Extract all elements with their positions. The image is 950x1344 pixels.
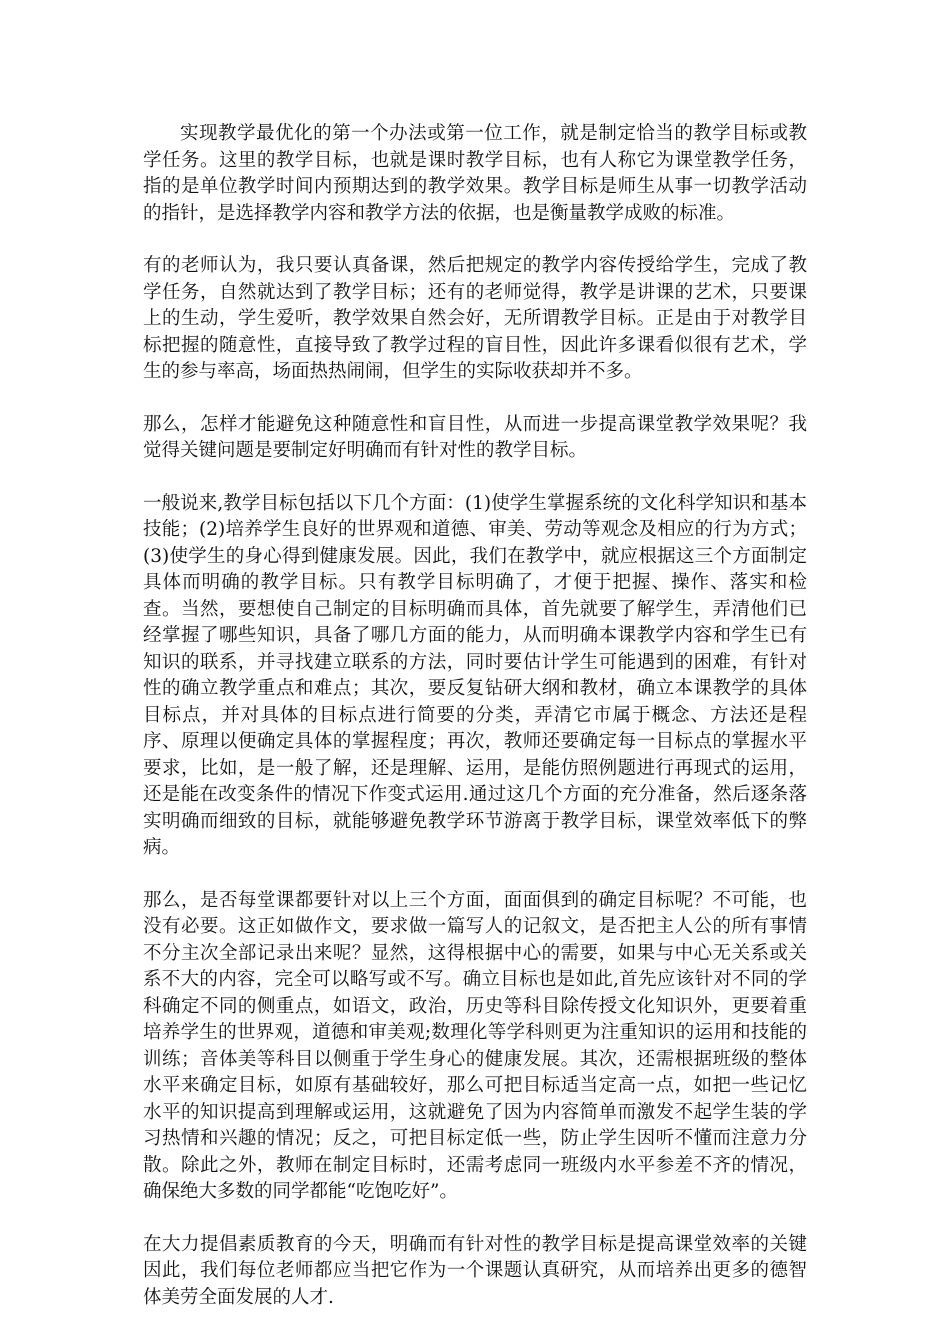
- paragraph-intro: 实现教学最优化的第一个办法或第一位工作，就是制定恰当的教学目标或教学任务。这里的教学目标，也就是课时教学目标，也有人称它为课堂教学任务，指的是单位教学时间内预期达到的教学效果。教学目标是师生从事一切教学活动的指针，是选择教学内容和教学方法的依据，也是衡量教学成败的标准。: [143, 123, 807, 224]
- paragraph-goal-aspects: 一般说来,教学目标包括以下几个方面：(1)使学生掌握系统的文化科学知识和基本技能；(2)培养学生良好的世界观和道德、审美、劳动等观念及相应的行为方式；(3)使学生的身心得到健康发展。因此，我们在教学中，就应根据这三个方面制定具体而明确的教学目标。只有教学目标明确了，才便于把握、操作、落实和检查。当然，要想使自己制定的目标明确而具体，首先就要了解学生，弄清他们已经掌握了哪些知识，具备了哪几方面的能力，从而明确本课教学内容和学生已有知识的联系，并寻找建立联系的方法，同时要估计学生可能遇到的困难，有针对性的确立教学重点和难点；其次，要反复钻研大纲和教材，确立本课教学的具体目标点，并对具体的目标点进行简要的分类，弄清它市属于概念、方法还是程序、原理以便确定具体的掌握程度；再次，教师还要确定每一目标点的掌握水平要求，比如，是一般了解，还是理解、运用，是能仿照例题进行再现式的运用，还是能在改变条件的情况下作变式运用.通过这几个方面的充分准备，然后逐条落实明确而细致的目标，就能够避免教学环节游离于教学目标，课堂效率低下的弊病。: [143, 492, 807, 858]
- paragraph-focus: 那么，是否每堂课都要针对以上三个方面，面面俱到的确定目标呢？不可能，也没有必要。这正如做作文，要求做一篇写人的记叙文，是否把主人公的所有事情不分主次全部记录出来呢？显然，这得根据中心的需要，如果与中心无关系或关系不大的内容，完全可以略写或不写。确立目标也是如此,首先应该针对不同的学科确定不同的侧重点，如语文，政治，历史等科目除传授文化知识外，更要着重培养学生的世界观，道德和审美观;数理化等学科则更为注重知识的运用和技能的训练；音体美等科目以侧重于学生身心的健康发展。其次，还需根据班级的整体水平来确定目标，如原有基础较好，那么可把目标适当定高一点，如把一些记忆水平的知识提高到理解或运用，这就避免了因为内容简单而激发不起学生装的学习热情和兴趣的情况；反之，可把目标定低一些，防止学生因听不懂而注意力分散。除此之外，教师在制定目标时，还需考虑同一班级内水平参差不齐的情况，确保绝大多数的同学都能“吃饱吃好”。: [143, 889, 807, 1202]
- document-page: [143, 121, 807, 1337]
- paragraph-question: 那么，怎样才能避免这种随意性和盲目性，从而进一步提高课堂教学效果呢？我觉得关键问题是要制定好明确而有针对性的教学目标。: [143, 413, 807, 461]
- paragraph-teacher-views: 有的老师认为，我只要认真备课，然后把规定的教学内容传授给学生，完成了教学任务，自然就达到了教学目标；还有的老师觉得，教学是讲课的艺术，只要课上的生动，学生爱听，教学效果自然会好，无所谓教学目标。正是由于对教学目标把握的随意性，直接导致了教学过程的盲目性，因此许多课看似很有艺术，学生的参与率高，场面热热闹闹，但学生的实际收获却并不多。: [143, 255, 807, 382]
- paragraph-conclusion: 在大力提倡素质教育的今天，明确而有针对性的教学目标是提高课堂效率的关键因此，我们每位老师都应当把它作为一个课题认真研究，从而培养出更多的德智体美劳全面发展的人才.: [143, 1233, 807, 1308]
